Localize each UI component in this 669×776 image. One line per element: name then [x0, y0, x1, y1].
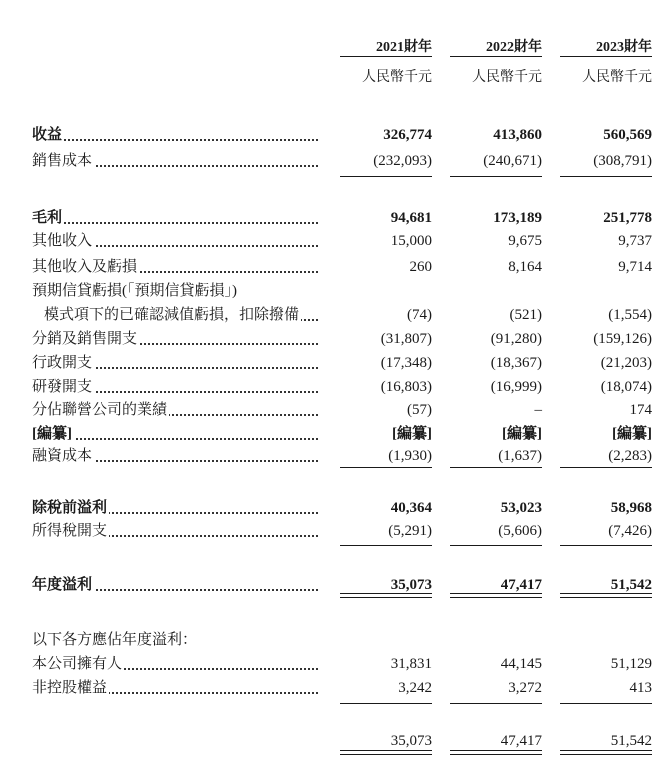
- value-cell: 35,073: [390, 577, 432, 593]
- leader-dots: [32, 438, 318, 440]
- value-cell: (1,930): [388, 448, 432, 464]
- value-cell: (57): [407, 402, 432, 418]
- row-label: [32, 498, 318, 518]
- value-cell: 260: [409, 259, 432, 275]
- row-label: [32, 446, 318, 466]
- column-year-2023: 2023財年: [596, 40, 652, 55]
- value-cell: 173,189: [493, 210, 542, 226]
- value-cell: 326,774: [383, 127, 432, 143]
- value-cell: [編纂]: [612, 426, 652, 442]
- subtotal-rule: [560, 467, 652, 468]
- subtotal-rule: [560, 176, 652, 177]
- value-cell: [編纂]: [392, 426, 432, 442]
- subtotal-rule: [340, 703, 432, 704]
- row-label: [44, 305, 318, 325]
- value-cell: –: [534, 402, 542, 418]
- header-underline: [340, 56, 432, 57]
- value-cell: 560,569: [603, 127, 652, 143]
- header-underline: [450, 56, 542, 57]
- row-label: [32, 400, 318, 420]
- value-cell: 8,164: [508, 259, 542, 275]
- value-cell: (5,291): [388, 523, 432, 539]
- row-label: [32, 521, 318, 541]
- value-cell: 9,675: [508, 233, 542, 249]
- subtotal-rule: [560, 545, 652, 546]
- row-label: [32, 630, 318, 650]
- value-cell: (1,637): [498, 448, 542, 464]
- value-cell: 15,000: [390, 233, 432, 249]
- value-cell: (308,791): [593, 153, 652, 169]
- value-cell: (18,074): [600, 379, 652, 395]
- value-cell: 9,737: [618, 233, 652, 249]
- value-cell: 40,364: [390, 500, 432, 516]
- row-label-text: 預期信貸虧損(「預期信貸虧損」): [32, 283, 237, 299]
- value-cell: (240,671): [483, 153, 542, 169]
- row-label: [32, 329, 318, 349]
- value-cell: 35,073: [390, 733, 432, 749]
- total-double-rule: [340, 750, 432, 755]
- row-label-text: 收益: [32, 127, 63, 143]
- row-label-text: 年度溢利: [32, 577, 93, 593]
- row-label-text: 銷售成本: [32, 153, 93, 169]
- row-label-text: 研發開支: [32, 379, 93, 395]
- row-label: [32, 377, 318, 397]
- subtotal-rule: [560, 703, 652, 704]
- value-cell: 51,129: [610, 656, 652, 672]
- value-cell: 53,023: [500, 500, 542, 516]
- value-cell: 51,542: [610, 733, 652, 749]
- row-label-text: 其他收入: [32, 233, 93, 249]
- total-double-rule: [560, 593, 652, 598]
- value-cell: (7,426): [608, 523, 652, 539]
- row-label: [32, 125, 318, 145]
- subtotal-rule: [450, 703, 542, 704]
- row-label: [32, 353, 318, 373]
- value-cell: (31,807): [380, 331, 432, 347]
- subtotal-rule: [340, 176, 432, 177]
- value-cell: 47,417: [500, 577, 542, 593]
- row-label-text: 以下各方應佔年度溢利：: [32, 632, 198, 648]
- value-cell: (2,283): [608, 448, 652, 464]
- row-label: [32, 654, 318, 674]
- subtotal-rule: [450, 176, 542, 177]
- total-double-rule: [450, 750, 542, 755]
- row-label-text: 融資成本: [32, 448, 93, 464]
- row-label-text: 所得稅開支: [32, 523, 108, 539]
- value-cell: (16,803): [380, 379, 432, 395]
- value-cell: (5,606): [498, 523, 542, 539]
- subtotal-rule: [450, 545, 542, 546]
- row-label: [32, 257, 318, 277]
- value-cell: 413: [629, 680, 652, 696]
- column-unit-2021: 人民幣千元: [362, 70, 432, 85]
- value-cell: 51,542: [610, 577, 652, 593]
- value-cell: (91,280): [490, 331, 542, 347]
- row-label: [32, 208, 318, 228]
- row-label-text: 毛利: [32, 210, 63, 226]
- row-label: [32, 678, 318, 698]
- value-cell: 94,681: [390, 210, 432, 226]
- row-label: [32, 575, 318, 595]
- value-cell: 251,778: [603, 210, 652, 226]
- value-cell: (18,367): [490, 355, 542, 371]
- total-double-rule: [450, 593, 542, 598]
- value-cell: (1,554): [608, 307, 652, 323]
- column-year-2022: 2022財年: [486, 40, 542, 55]
- row-label-text: 其他收入及虧損: [32, 259, 138, 275]
- row-label-text: 本公司擁有人: [32, 656, 123, 672]
- total-double-rule: [340, 593, 432, 598]
- leader-dots: [32, 139, 318, 141]
- value-cell: 31,831: [390, 656, 432, 672]
- value-cell: 174: [629, 402, 652, 418]
- subtotal-rule: [340, 467, 432, 468]
- value-cell: [編纂]: [502, 426, 542, 442]
- value-cell: 9,714: [618, 259, 652, 275]
- value-cell: 3,242: [398, 680, 432, 696]
- subtotal-rule: [340, 545, 432, 546]
- row-label: [32, 151, 318, 171]
- column-unit-2022: 人民幣千元: [472, 70, 542, 85]
- column-year-2021: 2021財年: [376, 40, 432, 55]
- header-underline: [560, 56, 652, 57]
- value-cell: (21,203): [600, 355, 652, 371]
- row-label-text: 除稅前溢利: [32, 500, 108, 516]
- row-label-text: 分銷及銷售開支: [32, 331, 138, 347]
- value-cell: (16,999): [490, 379, 542, 395]
- row-label-text: [編纂]: [32, 426, 72, 442]
- row-label-text: 分佔聯營公司的業績: [32, 402, 168, 418]
- row-label-text: 模式項下的已確認減值虧損，扣除撥備: [44, 307, 300, 323]
- row-label-text: 非控股權益: [32, 680, 108, 696]
- column-unit-2023: 人民幣千元: [582, 70, 652, 85]
- value-cell: (159,126): [593, 331, 652, 347]
- value-cell: (232,093): [373, 153, 432, 169]
- row-label-text: 行政開支: [32, 355, 93, 371]
- value-cell: 47,417: [500, 733, 542, 749]
- value-cell: 58,968: [610, 500, 652, 516]
- value-cell: 413,860: [493, 127, 542, 143]
- value-cell: (17,348): [380, 355, 432, 371]
- value-cell: (74): [407, 307, 432, 323]
- row-label: [32, 281, 318, 301]
- leader-dots: [32, 222, 318, 224]
- value-cell: (521): [509, 307, 542, 323]
- row-label: [32, 424, 318, 444]
- subtotal-rule: [450, 467, 542, 468]
- value-cell: 44,145: [500, 656, 542, 672]
- total-double-rule: [560, 750, 652, 755]
- value-cell: 3,272: [508, 680, 542, 696]
- row-label: [32, 231, 318, 251]
